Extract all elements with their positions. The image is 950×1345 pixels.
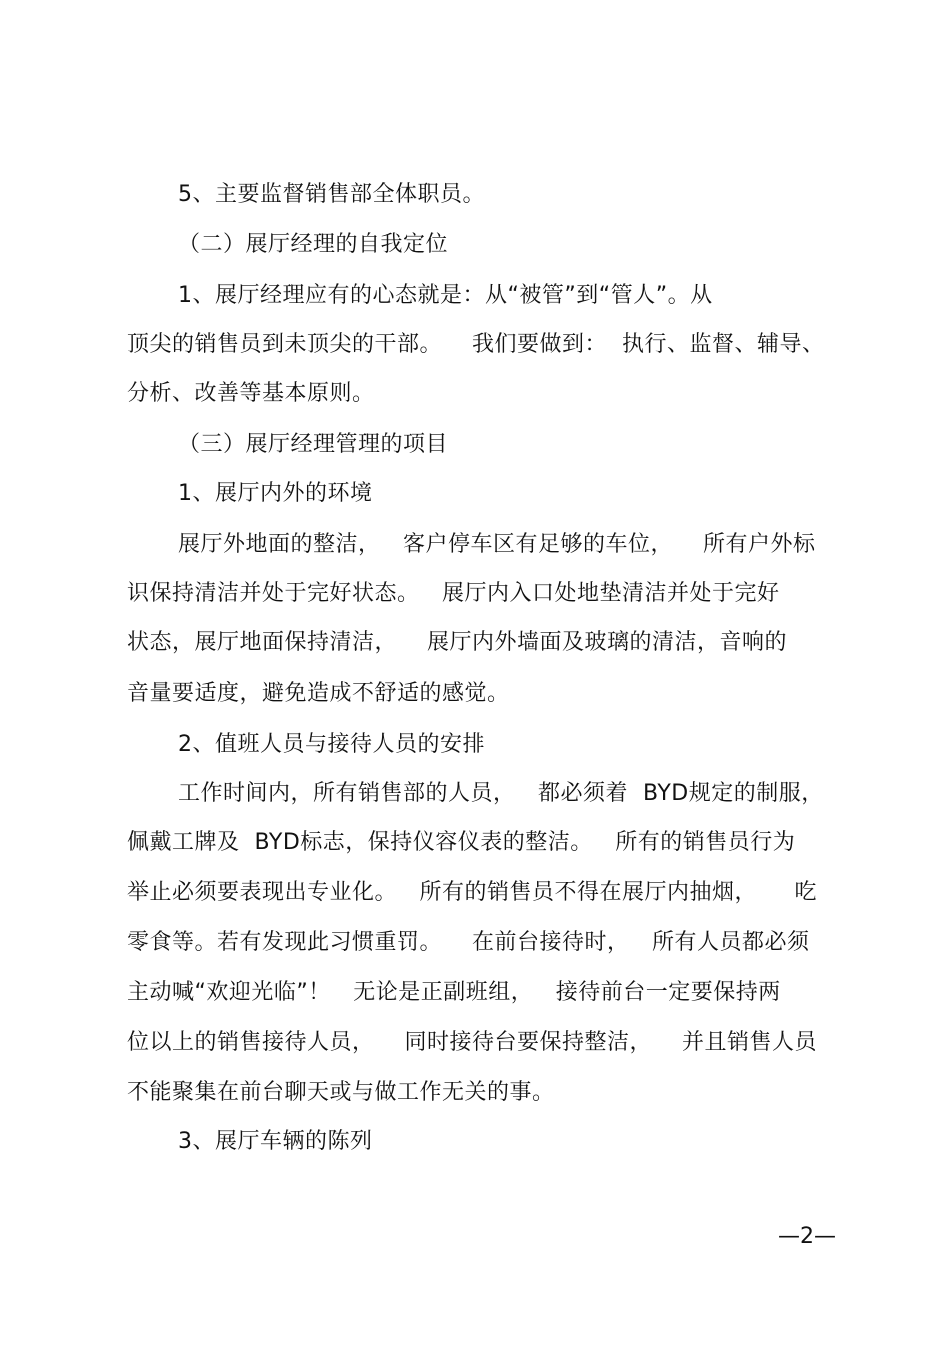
subsection-heading: 2、值班人员与接待人员的安排 <box>178 732 485 757</box>
subsection-heading: 1、展厅内外的环境 <box>178 481 373 506</box>
text-line: 顶尖的销售员到未顶尖的干部。 我们要做到： 执行、监督、辅导、 <box>127 332 825 357</box>
section-heading: （三）展厅经理管理的项目 <box>178 432 449 457</box>
text-line: 展厅外地面的整洁， 客户停车区有足够的车位， 所有户外标 <box>178 532 816 557</box>
text-line: 佩戴工牌及 BYD标志，保持仪容仪表的整洁。 所有的销售员行为 <box>127 830 796 855</box>
text-line: 不能聚集在前台聊天或与做工作无关的事。 <box>127 1080 555 1105</box>
text-line: 举止必须要表现出专业化。 所有的销售员不得在展厅内抽烟， 吃 <box>127 880 817 905</box>
text-line: 位以上的销售接待人员， 同时接待台要保持整洁， 并且销售人员 <box>127 1030 817 1055</box>
text-line: 状态，展厅地面保持清洁， 展厅内外墙面及玻璃的清洁，音响的 <box>127 630 787 655</box>
page-number: —2— <box>778 1224 836 1249</box>
section-heading: （二）展厅经理的自我定位 <box>178 232 449 257</box>
subsection-heading: 3、展厅车辆的陈列 <box>178 1129 373 1154</box>
text-line: 1、展厅经理应有的心态就是：从“被管”到“管人”。从 <box>178 283 713 308</box>
text-line: 主动喊“欢迎光临”！ 无论是正副班组， 接待前台一定要保持两 <box>127 980 781 1005</box>
text-line: 工作时间内，所有销售部的人员， 都必须着 BYD规定的制服， <box>178 781 824 806</box>
text-line: 音量要适度，避免造成不舒适的感觉。 <box>127 681 510 706</box>
text-line: 分析、改善等基本原则。 <box>127 381 375 406</box>
text-line: 5、主要监督销售部全体职员。 <box>178 182 485 207</box>
text-line: 识保持清洁并处于完好状态。 展厅内入口处地垫清洁并处于完好 <box>127 581 780 606</box>
text-line: 零食等。若有发现此习惯重罚。 在前台接待时， 所有人员都必须 <box>127 930 810 955</box>
